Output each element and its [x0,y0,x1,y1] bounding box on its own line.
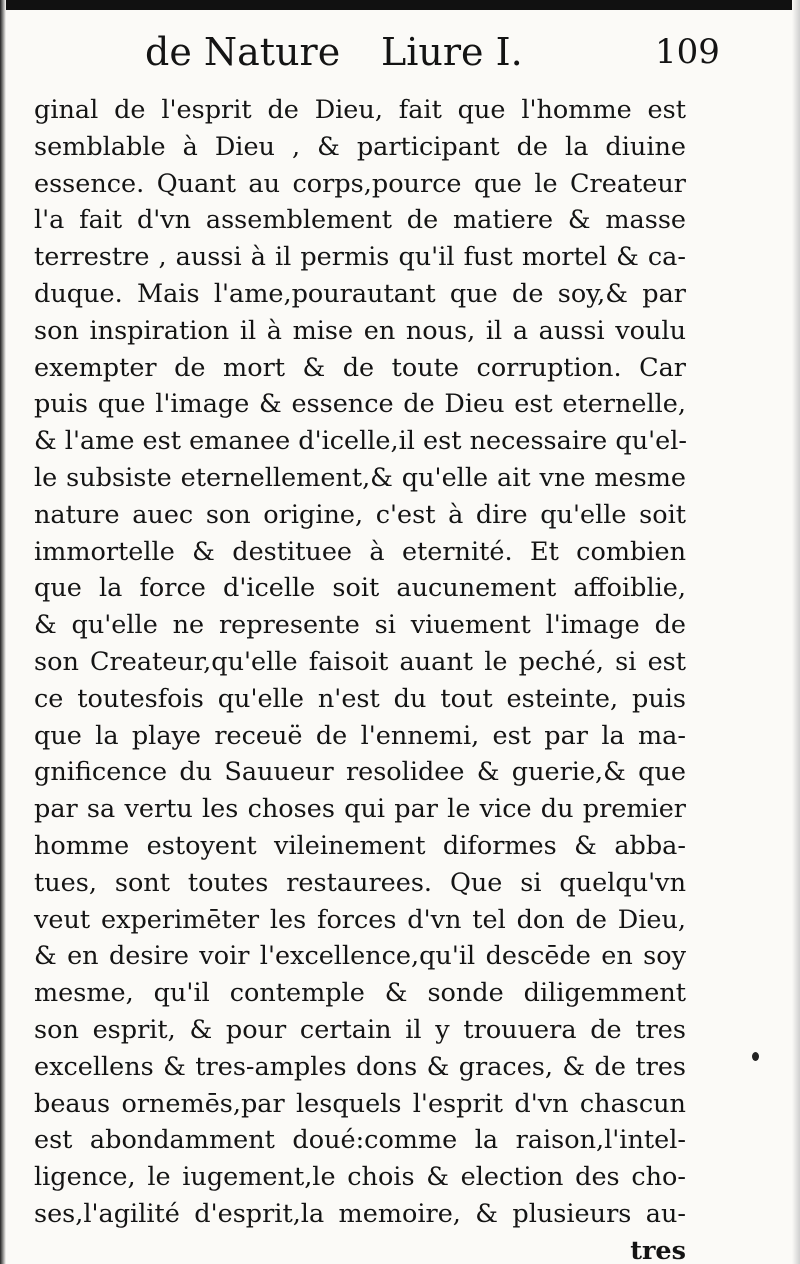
book-number: Liure I. [381,30,523,74]
page-left-edge [0,0,6,1264]
text-line: essence. Quant au corps,pource que le Createur [34,168,686,199]
text-line: son Createur,qu'elle faisoit auant le peché, si est [34,646,686,677]
text-line: son inspiration il à mise en nous, il a aussi voulu [34,315,686,346]
page-number: 109 [655,32,720,72]
text-line: terrestre , aussi à il permis qu'il fust mortel & ca- [34,242,686,273]
text-line: tues, sont toutes restaurees. Que si quelqu'vn [34,867,686,898]
text-line: est abondamment doué:comme la raison,l'intel- [34,1125,686,1156]
text-line: ginal de l'esprit de Dieu, fait que l'homme est [34,95,686,125]
running-header [145,26,745,82]
text-line: l'a fait d'vn assemblement de matiere & masse [34,205,686,236]
text-line: ses,l'agilité d'esprit,la memoire, & plusieurs au- [34,1198,686,1229]
text-line: son esprit, & pour certain il y trouuera de tres [34,1014,686,1045]
running-title: de Nature [145,30,341,74]
text-line: ce toutesfois qu'elle n'est du tout esteinte, puis [34,683,686,714]
text-line: ligence, le iugement,le chois & election des cho- [34,1162,686,1193]
text-line: immortelle & destituee à eternité. Et combien [34,536,686,567]
text-line: & qu'elle ne represente si viuement l'image de [34,610,686,641]
text-line: exempter de mort & de toute corruption. Car [34,352,686,383]
text-line: homme estoyent vileinement diformes & abba- [34,830,686,861]
text-line: excellens & tres-amples dons & graces, & de tres [34,1051,686,1082]
body-text [34,92,686,1264]
text-line: semblable à Dieu , & participant de la diuine [34,131,686,162]
text-line: puis que l'image & essence de Dieu est eternelle, [34,389,686,420]
text-line: que la force d'icelle soit aucunement affoiblie, [34,573,686,604]
text-line: gnificence du Sauueur resolidee & guerie,& que [34,757,686,788]
catchword: tres [630,1235,686,1264]
ink-speck [752,1052,759,1061]
page-top-edge [0,0,800,10]
text-line: & l'ame est emanee d'icelle,il est necessaire qu'el- [34,426,688,457]
text-line: veut experimēter les forces d'vn tel don de Dieu, [34,904,686,935]
text-line: beaus ornemēs,par lesquels l'esprit d'vn chascun [34,1088,686,1119]
text-line: que la playe receuë de l'ennemi, est par la ma- [34,720,686,751]
text-line: nature auec son origine, c'est à dire qu'elle soit [34,499,686,530]
text-line: duque. Mais l'ame,pourautant que de soy,& par [34,278,686,309]
text-line: mesme, qu'il contemple & sonde diligemment [34,978,686,1009]
text-line: par sa vertu les choses qui par le vice du premier [34,794,686,825]
text-line: & en desire voir l'excellence,qu'il descēde en soy [34,941,686,972]
text-line: le subsiste eternellement,& qu'elle ait vne mesme [34,462,686,493]
page-right-edge [792,0,800,1264]
